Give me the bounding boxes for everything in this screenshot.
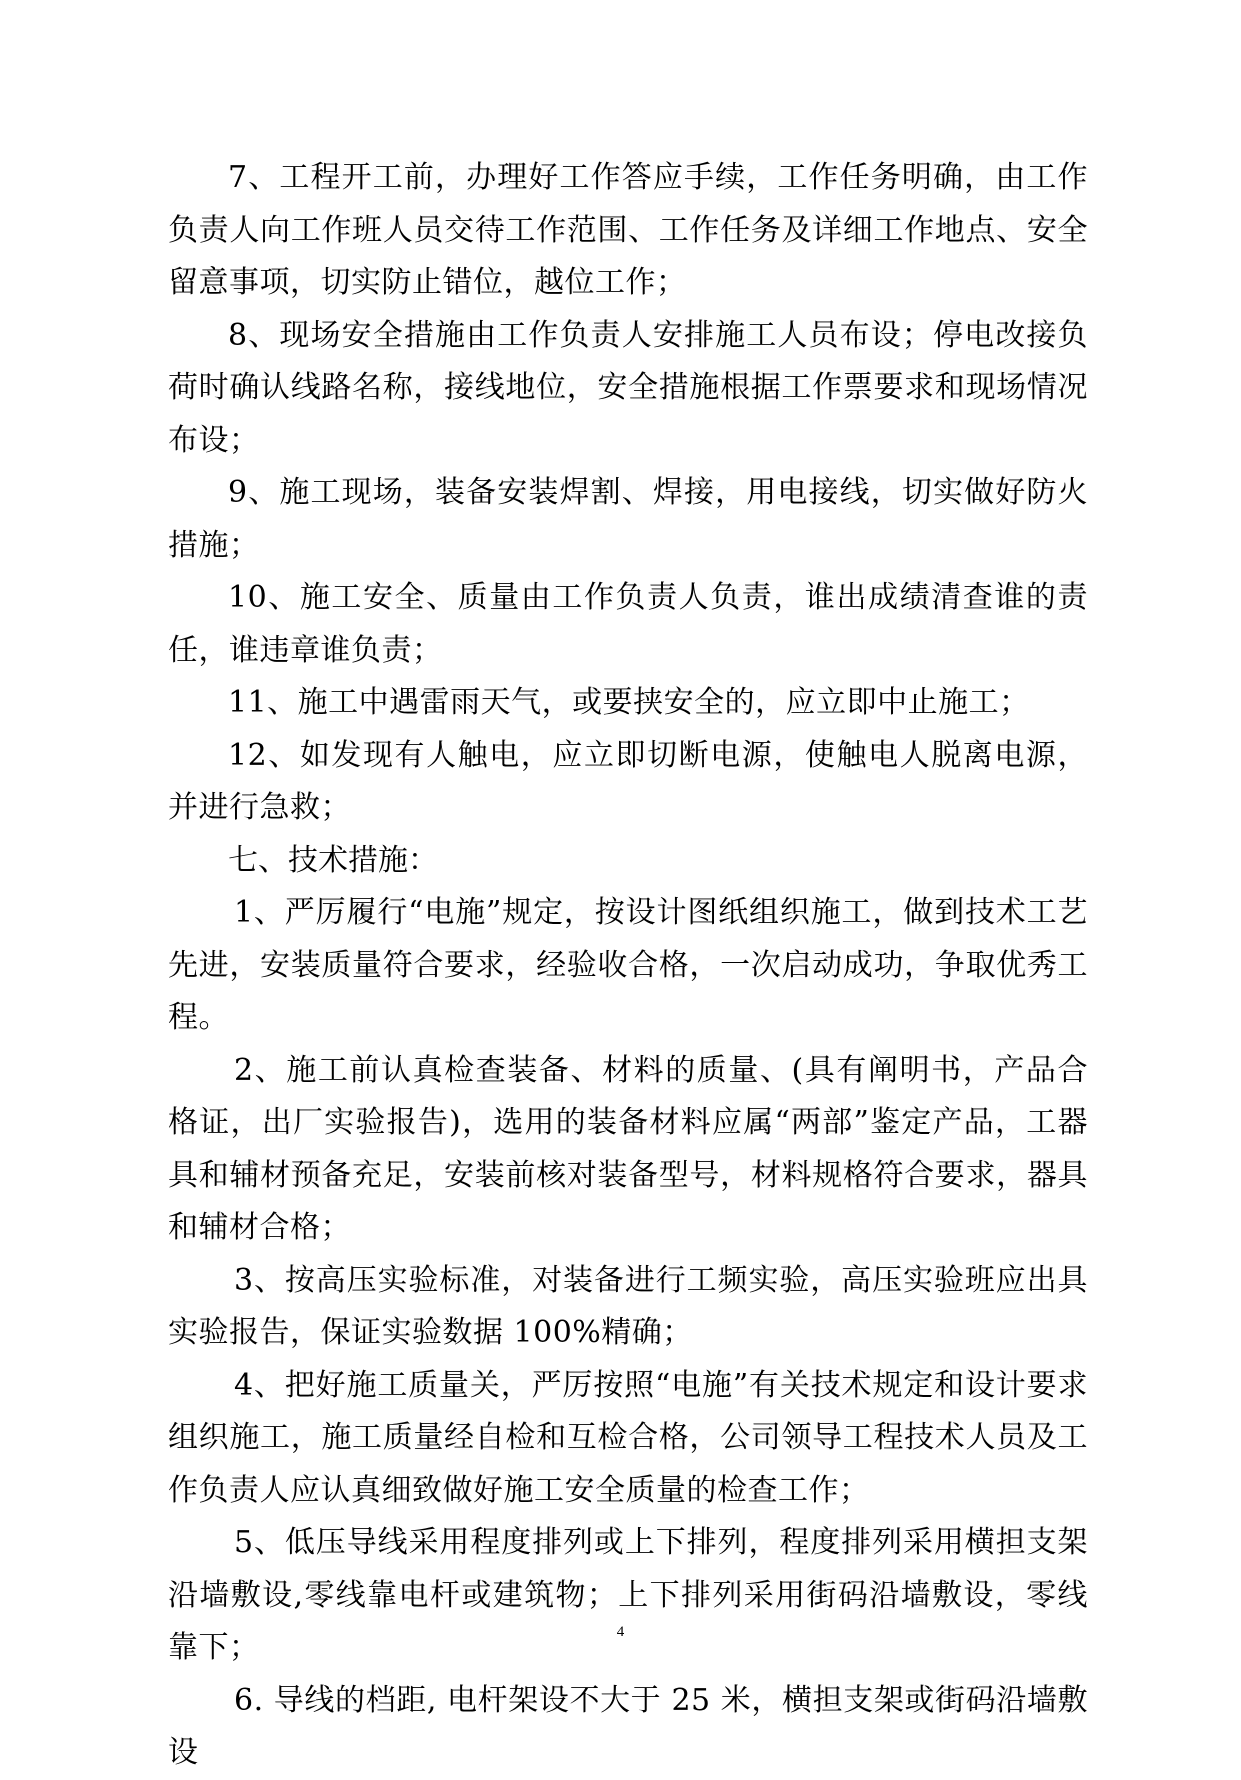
section-heading: 七、技术措施： [228,842,438,878]
paragraph-10: 10、施工安全、质量由工作负责人负责，谁出成绩清查谁的责任，谁违章谁负责； [168,580,1088,668]
tech-paragraph-5: 5、低压导线采用程度排列或上下排列，程度排列采用横担支架沿墙敷设,零线靠电杆或建筑物；上下排列采用街码沿墙敷设，零线靠下； [168,1525,1088,1665]
page-number: 4 [616,1624,625,1640]
paragraph-7: 7、工程开工前，办理好工作答应手续，工作任务明确，由工作负责人向工作班人员交待工作范围、工作任务及详细工作地点、安全留意事项，切实防止错位，越位工作； [168,160,1088,300]
tech-paragraph-1: 1、严厉履行“电施”规定，按设计图纸组织施工，做到技术工艺先进，安装质量符合要求，经验收合格，一次启动成功，争取优秀工程。 [168,895,1088,1035]
paragraph-12: 12、如发现有人触电，应立即切断电源，使触电人脱离电源，并进行急救； [168,737,1088,825]
paragraph-8: 8、现场安全措施由工作负责人安排施工人员布设；停电改接负荷时确认线路名称，接线地位，安全措施根据工作票要求和现场情况布设； [168,317,1088,458]
tech-paragraph-6: 6. 导线的档距, 电杆架设不大于 25 米，横担支架或街码沿墙敷设 [168,1682,1088,1770]
tech-paragraph-2: 2、施工前认真检查装备、材料的质量、(具有阐明书，产品合格证，出厂实验报告)，选用的装备材料应属“两部”鉴定产品，工器具和辅材预备充足，安装前核对装备型号，材料规格符合要求，器具和辅材合格； [168,1052,1088,1245]
paragraph-9: 9、施工现场，装备安装焊割、焊接，用电接线，切实做好防火措施； [168,475,1088,563]
tech-paragraph-4: 4、把好施工质量关，严厉按照“电施”有关技术规定和设计要求组织施工，施工质量经自检和互检合格，公司领导工程技术人员及工作负责人应认真细致做好施工安全质量的检查工作； [168,1367,1088,1508]
paragraph-11: 11、施工中遇雷雨天气，或要挟安全的，应立即中止施工； [228,685,1030,720]
document-body [168,152,1088,1780]
tech-paragraph-3: 3、按高压实验标准，对装备进行工频实验，高压实验班应出具实验报告，保证实验数据 100%精确； [168,1262,1088,1350]
